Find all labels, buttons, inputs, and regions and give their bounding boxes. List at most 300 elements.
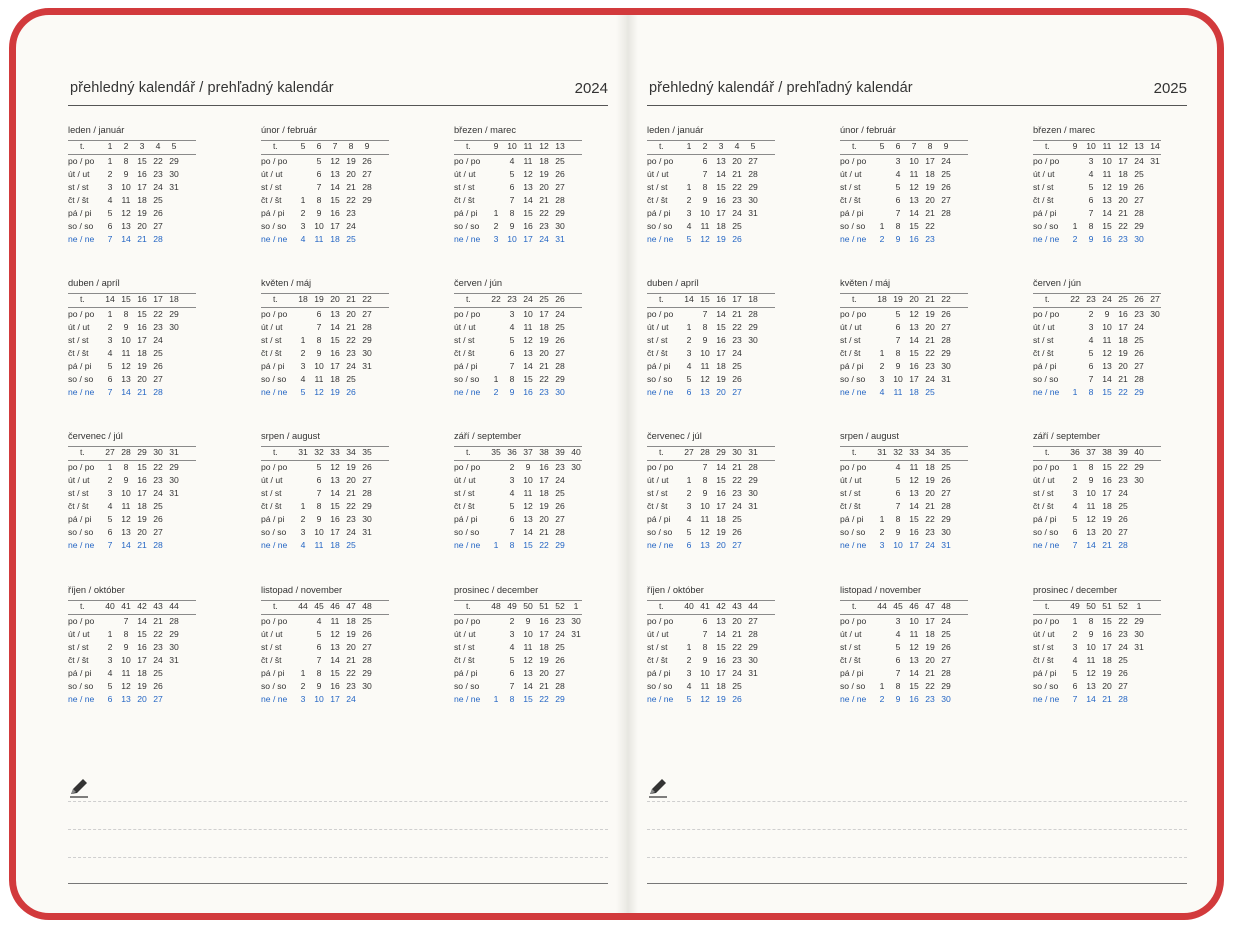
date-cell: 19 [716, 527, 726, 537]
date-cell: 10 [909, 616, 919, 626]
date-cell: 4 [509, 156, 515, 166]
date-cell: 4 [1072, 655, 1078, 665]
date-cell: 21 [732, 169, 742, 179]
date-cell: 7 [1072, 540, 1078, 550]
date-cell: 28 [555, 681, 565, 691]
date-cell: 22 [732, 182, 742, 192]
date-cell: 23 [1118, 475, 1128, 485]
date-cell: 16 [909, 527, 919, 537]
date-cell: 2 [300, 348, 306, 358]
divider [647, 460, 775, 461]
date-cell: 15 [523, 374, 533, 384]
date-cell: 30 [1134, 475, 1144, 485]
date-cell: 11 [909, 169, 919, 179]
date-cell: 10 [523, 475, 533, 485]
date-cell: 16 [330, 348, 340, 358]
date-cell: 23 [539, 387, 549, 397]
month-name: leden / január [68, 125, 125, 135]
date-cell: 15 [1102, 462, 1112, 472]
date-cell: 27 [555, 514, 565, 524]
note-line [647, 857, 1187, 858]
date-cell: 8 [123, 629, 129, 639]
day-label: so / so [68, 221, 94, 231]
date-cell: 19 [716, 374, 726, 384]
date-cell: 24 [153, 182, 163, 192]
date-cell: 2 [493, 387, 499, 397]
date-cell: 3 [509, 475, 515, 485]
date-cell: 29 [1134, 462, 1144, 472]
date-cell: 17 [523, 234, 533, 244]
date-cell: 29 [169, 629, 179, 639]
day-label: ne / ne [454, 540, 481, 550]
day-label: po / po [840, 616, 867, 626]
week-number: 14 [1150, 141, 1160, 151]
date-cell: 8 [1088, 616, 1094, 626]
date-cell: 15 [330, 195, 340, 205]
date-cell: 20 [925, 195, 935, 205]
date-cell: 19 [539, 169, 549, 179]
date-cell: 9 [1088, 234, 1094, 244]
date-cell: 5 [1088, 348, 1094, 358]
date-cell: 7 [1088, 208, 1094, 218]
month-name: červen / jún [1033, 278, 1082, 288]
date-cell: 27 [555, 182, 565, 192]
day-label: ne / ne [261, 234, 288, 244]
date-cell: 16 [523, 387, 533, 397]
date-cell: 9 [895, 234, 901, 244]
date-cell: 1 [107, 629, 113, 639]
page-2025 [647, 15, 1187, 913]
date-cell: 14 [330, 488, 340, 498]
date-cell: 25 [346, 374, 356, 384]
date-cell: 1 [493, 374, 499, 384]
date-cell: 1 [300, 501, 306, 511]
day-label: pá / pi [840, 514, 864, 524]
day-label: pá / pi [647, 514, 671, 524]
date-cell: 13 [330, 309, 340, 319]
date-cell: 10 [700, 348, 710, 358]
week-number: 44 [169, 601, 179, 611]
date-cell: 6 [895, 322, 901, 332]
date-cell: 15 [137, 462, 147, 472]
date-cell: 12 [523, 655, 533, 665]
date-cell: 9 [895, 527, 901, 537]
date-cell: 8 [1088, 387, 1094, 397]
date-cell: 23 [732, 488, 742, 498]
day-label: út / ut [261, 475, 283, 485]
date-cell: 3 [107, 655, 113, 665]
date-cell: 18 [925, 169, 935, 179]
day-label: st / st [68, 488, 89, 498]
date-cell: 22 [732, 642, 742, 652]
date-cell: 2 [1088, 309, 1094, 319]
week-number: 47 [925, 601, 935, 611]
day-label: pá / pi [68, 668, 92, 678]
date-cell: 21 [1118, 208, 1128, 218]
date-cell: 21 [925, 501, 935, 511]
date-cell: 28 [748, 629, 758, 639]
date-cell: 11 [314, 234, 324, 244]
date-cell: 2 [686, 488, 692, 498]
week-number: 42 [137, 601, 147, 611]
day-label: so / so [647, 374, 673, 384]
date-cell: 24 [732, 501, 742, 511]
week-number: 22 [491, 294, 501, 304]
date-cell: 28 [1118, 694, 1128, 704]
date-cell: 24 [346, 221, 356, 231]
day-label: po / po [454, 462, 481, 472]
date-cell: 22 [1118, 462, 1128, 472]
date-cell: 2 [879, 361, 885, 371]
month-name: prosinec / december [454, 585, 539, 595]
week-number: 28 [121, 447, 131, 457]
date-cell: 18 [909, 387, 919, 397]
date-cell: 18 [137, 501, 147, 511]
date-cell: 18 [925, 629, 935, 639]
date-cell: 28 [169, 616, 179, 626]
day-label: út / ut [68, 322, 90, 332]
week-number: 18 [748, 294, 758, 304]
week-number: 26 [555, 294, 565, 304]
date-cell: 16 [1102, 234, 1112, 244]
week-number: 15 [700, 294, 710, 304]
date-cell: 8 [316, 501, 322, 511]
date-cell: 22 [1118, 387, 1128, 397]
date-cell: 9 [525, 462, 531, 472]
date-cell: 24 [732, 208, 742, 218]
date-cell: 19 [1102, 514, 1112, 524]
date-cell: 10 [314, 694, 324, 704]
date-cell: 27 [748, 616, 758, 626]
date-cell: 3 [879, 540, 885, 550]
date-cell: 30 [748, 195, 758, 205]
day-label: čt / št [454, 501, 475, 511]
day-label: ne / ne [647, 694, 674, 704]
date-cell: 25 [732, 221, 742, 231]
date-cell: 1 [493, 540, 499, 550]
date-cell: 19 [925, 182, 935, 192]
date-cell: 16 [716, 655, 726, 665]
date-cell: 19 [1118, 348, 1128, 358]
date-cell: 30 [1134, 234, 1144, 244]
day-label: st / st [68, 335, 89, 345]
week-number: 31 [748, 447, 758, 457]
date-cell: 6 [702, 616, 708, 626]
date-cell: 24 [1118, 488, 1128, 498]
week-label: t. [1045, 447, 1050, 457]
week-number: 1 [1136, 601, 1142, 611]
note-line [68, 801, 608, 802]
day-label: st / st [647, 488, 668, 498]
date-cell: 30 [748, 488, 758, 498]
day-label: st / st [840, 488, 861, 498]
notes-area [647, 775, 1187, 895]
date-cell: 3 [686, 208, 692, 218]
date-cell: 13 [700, 540, 710, 550]
day-label: pá / pi [647, 208, 671, 218]
week-number: 43 [732, 601, 742, 611]
month-block [1033, 585, 1163, 725]
date-cell: 19 [137, 208, 147, 218]
date-cell: 1 [300, 335, 306, 345]
date-cell: 8 [702, 182, 708, 192]
date-cell: 31 [748, 668, 758, 678]
date-cell: 3 [107, 182, 113, 192]
date-cell: 11 [893, 387, 903, 397]
date-cell: 14 [716, 169, 726, 179]
date-cell: 23 [346, 348, 356, 358]
day-label: ne / ne [454, 387, 481, 397]
date-cell: 28 [362, 488, 372, 498]
date-cell: 16 [330, 514, 340, 524]
date-cell: 22 [153, 309, 163, 319]
date-cell: 21 [925, 668, 935, 678]
date-cell: 21 [137, 540, 147, 550]
date-cell: 6 [316, 309, 322, 319]
date-cell: 28 [153, 234, 163, 244]
week-number: 7 [911, 141, 917, 151]
day-label: st / st [1033, 335, 1054, 345]
day-label: so / so [1033, 221, 1059, 231]
date-cell: 19 [137, 361, 147, 371]
date-cell: 4 [300, 540, 306, 550]
date-cell: 20 [925, 655, 935, 665]
day-label: čt / št [647, 195, 668, 205]
divider [261, 307, 389, 308]
date-cell: 3 [107, 488, 113, 498]
day-label: čt / št [647, 501, 668, 511]
week-number: 2 [702, 141, 708, 151]
date-cell: 23 [1134, 309, 1144, 319]
date-cell: 21 [137, 234, 147, 244]
day-label: pá / pi [840, 361, 864, 371]
date-cell: 12 [121, 361, 131, 371]
day-label: po / po [647, 309, 674, 319]
week-number: 3 [718, 141, 724, 151]
date-cell: 18 [539, 642, 549, 652]
week-number: 21 [925, 294, 935, 304]
week-number: 15 [121, 294, 131, 304]
day-label: út / ut [1033, 629, 1055, 639]
date-cell: 21 [1118, 374, 1128, 384]
date-cell: 16 [1118, 309, 1128, 319]
date-cell: 12 [330, 156, 340, 166]
date-cell: 19 [716, 694, 726, 704]
divider [647, 307, 775, 308]
date-cell: 24 [555, 475, 565, 485]
date-cell: 4 [107, 668, 113, 678]
date-cell: 2 [686, 655, 692, 665]
date-cell: 1 [879, 514, 885, 524]
date-cell: 27 [555, 668, 565, 678]
date-cell: 22 [539, 208, 549, 218]
week-label: t. [659, 601, 664, 611]
date-cell: 10 [121, 335, 131, 345]
date-cell: 5 [1072, 668, 1078, 678]
day-label: po / po [261, 462, 288, 472]
date-cell: 26 [941, 642, 951, 652]
day-label: út / ut [647, 475, 669, 485]
date-cell: 6 [316, 169, 322, 179]
day-label: pá / pi [840, 208, 864, 218]
week-number: 35 [941, 447, 951, 457]
day-label: pá / pi [647, 668, 671, 678]
week-number: 29 [716, 447, 726, 457]
day-label: út / ut [261, 169, 283, 179]
day-label: út / ut [454, 322, 476, 332]
week-number: 8 [927, 141, 933, 151]
week-number: 41 [121, 601, 131, 611]
week-number: 23 [1086, 294, 1096, 304]
date-cell: 20 [346, 642, 356, 652]
date-cell: 26 [732, 234, 742, 244]
day-label: čt / št [1033, 501, 1054, 511]
date-cell: 25 [153, 348, 163, 358]
date-cell: 21 [732, 462, 742, 472]
week-number: 24 [523, 294, 533, 304]
date-cell: 20 [1118, 195, 1128, 205]
divider [1033, 460, 1161, 461]
day-label: ne / ne [261, 694, 288, 704]
week-number: 17 [732, 294, 742, 304]
day-label: čt / št [1033, 195, 1054, 205]
day-label: pá / pi [454, 514, 478, 524]
date-cell: 20 [346, 169, 356, 179]
day-label: út / ut [454, 475, 476, 485]
book-spine [616, 15, 638, 913]
date-cell: 27 [362, 169, 372, 179]
day-label: út / ut [454, 169, 476, 179]
date-cell: 14 [716, 629, 726, 639]
date-cell: 10 [523, 309, 533, 319]
date-cell: 25 [732, 361, 742, 371]
week-number: 50 [1086, 601, 1096, 611]
date-cell: 12 [700, 694, 710, 704]
date-cell: 8 [509, 374, 515, 384]
date-cell: 11 [330, 616, 340, 626]
date-cell: 13 [716, 156, 726, 166]
date-cell: 2 [509, 462, 515, 472]
date-cell: 3 [879, 374, 885, 384]
date-cell: 12 [121, 514, 131, 524]
week-number: 31 [877, 447, 887, 457]
date-cell: 5 [107, 681, 113, 691]
day-label: so / so [454, 221, 480, 231]
date-cell: 29 [1134, 221, 1144, 231]
week-label: t. [80, 601, 85, 611]
date-cell: 5 [316, 629, 322, 639]
day-label: pá / pi [261, 668, 285, 678]
day-label: so / so [261, 374, 287, 384]
date-cell: 25 [153, 501, 163, 511]
week-number: 18 [298, 294, 308, 304]
week-number: 4 [734, 141, 740, 151]
date-cell: 23 [1118, 234, 1128, 244]
date-cell: 24 [941, 616, 951, 626]
date-cell: 4 [509, 322, 515, 332]
week-number: 12 [539, 141, 549, 151]
day-label: so / so [68, 681, 94, 691]
date-cell: 2 [300, 208, 306, 218]
date-cell: 16 [909, 234, 919, 244]
week-number: 51 [1102, 601, 1112, 611]
day-label: st / st [261, 182, 282, 192]
date-cell: 26 [346, 387, 356, 397]
week-number: 18 [169, 294, 179, 304]
date-cell: 29 [748, 322, 758, 332]
divider [454, 154, 582, 155]
date-cell: 4 [300, 234, 306, 244]
date-cell: 15 [1102, 221, 1112, 231]
day-label: čt / št [840, 501, 861, 511]
date-cell: 27 [941, 655, 951, 665]
day-label: ne / ne [68, 234, 95, 244]
date-cell: 4 [686, 681, 692, 691]
date-cell: 10 [909, 156, 919, 166]
date-cell: 26 [555, 335, 565, 345]
date-cell: 11 [314, 540, 324, 550]
day-label: út / ut [68, 629, 90, 639]
day-label: po / po [647, 156, 674, 166]
date-cell: 7 [107, 234, 113, 244]
day-label: so / so [454, 374, 480, 384]
date-cell: 7 [509, 527, 515, 537]
day-label: ne / ne [840, 540, 867, 550]
month-block [454, 431, 584, 571]
date-cell: 13 [523, 348, 533, 358]
day-label: po / po [454, 156, 481, 166]
date-cell: 25 [1118, 655, 1128, 665]
date-cell: 4 [686, 361, 692, 371]
week-number: 8 [348, 141, 354, 151]
date-cell: 30 [169, 322, 179, 332]
date-cell: 4 [879, 387, 885, 397]
date-cell: 15 [716, 182, 726, 192]
date-cell: 26 [153, 681, 163, 691]
week-number: 1 [107, 141, 113, 151]
day-label: po / po [261, 156, 288, 166]
date-cell: 12 [523, 335, 533, 345]
week-label: t. [1045, 601, 1050, 611]
date-cell: 7 [895, 208, 901, 218]
day-label: st / st [647, 642, 668, 652]
week-number: 48 [941, 601, 951, 611]
date-cell: 19 [1102, 668, 1112, 678]
date-cell: 9 [895, 694, 901, 704]
date-cell: 7 [107, 540, 113, 550]
date-cell: 17 [716, 668, 726, 678]
date-cell: 12 [523, 169, 533, 179]
month-block [454, 278, 584, 418]
date-cell: 13 [121, 374, 131, 384]
week-number: 3 [139, 141, 145, 151]
date-cell: 17 [137, 335, 147, 345]
date-cell: 1 [1072, 616, 1078, 626]
day-label: st / st [261, 488, 282, 498]
date-cell: 15 [716, 642, 726, 652]
date-cell: 21 [346, 655, 356, 665]
day-label: po / po [454, 616, 481, 626]
day-label: so / so [454, 527, 480, 537]
day-label: so / so [1033, 374, 1059, 384]
date-cell: 16 [539, 462, 549, 472]
week-number: 33 [909, 447, 919, 457]
date-cell: 5 [895, 475, 901, 485]
date-cell: 30 [362, 514, 372, 524]
day-label: st / st [261, 335, 282, 345]
week-number: 40 [684, 601, 694, 611]
date-cell: 4 [107, 501, 113, 511]
